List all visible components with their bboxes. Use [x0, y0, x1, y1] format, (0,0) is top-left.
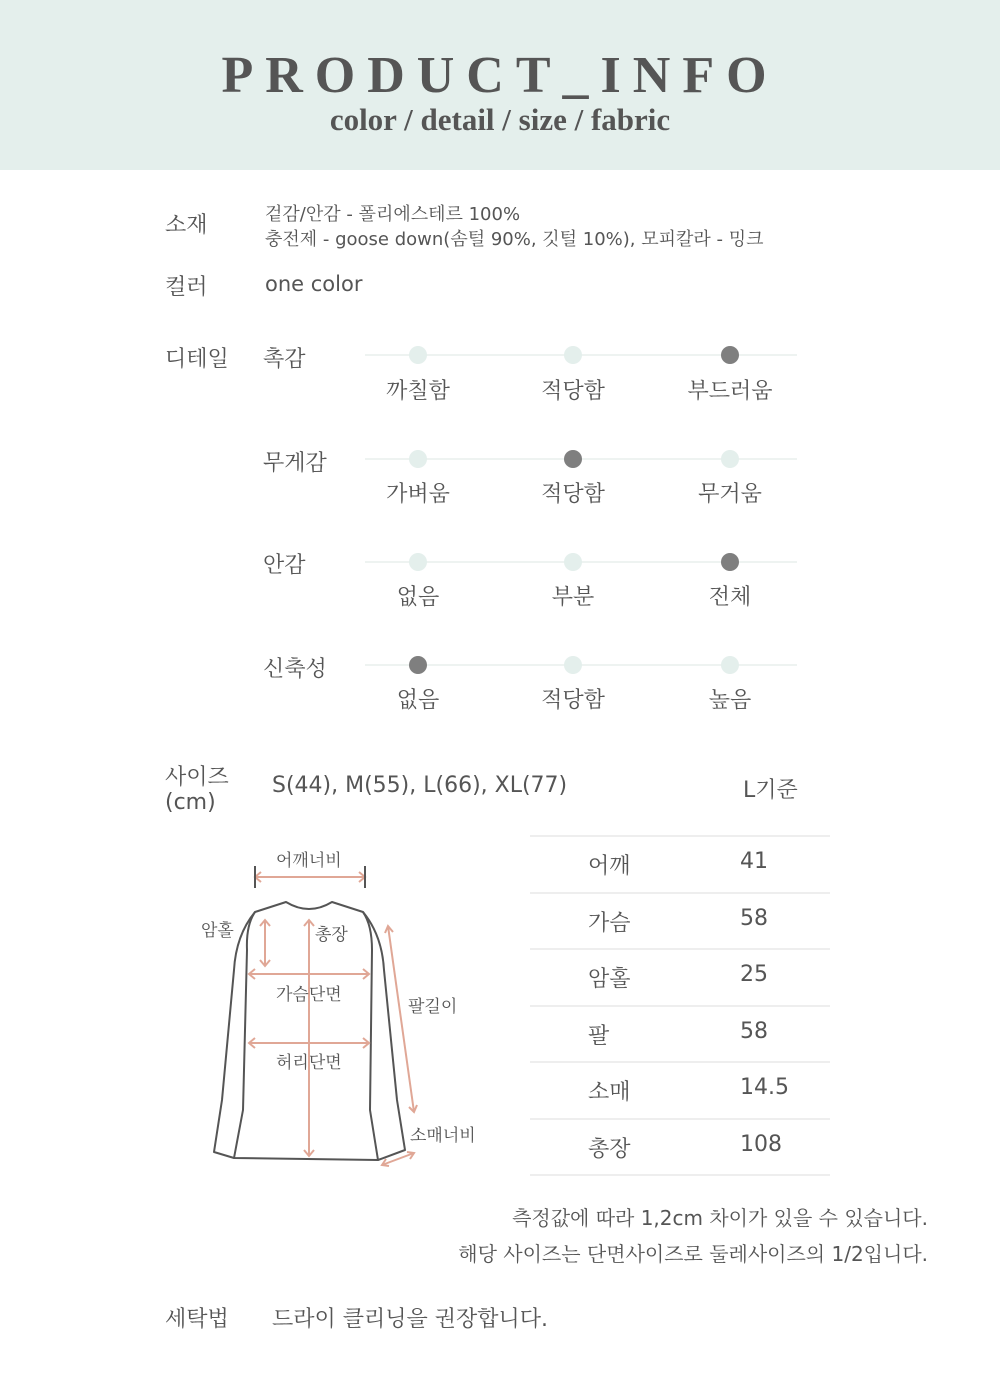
wash-label: 세탁법 [165, 1307, 229, 1332]
table-row [530, 892, 830, 949]
diagram-label-waist: 허리단면 [276, 1053, 342, 1073]
scale-option: 적당함 [541, 379, 605, 404]
diagram-label-cuff: 소매너비 [410, 1126, 476, 1146]
detail-row-title: 신축성 [263, 657, 327, 682]
table-row [530, 948, 830, 1005]
scale-option: 없음 [396, 688, 440, 713]
size-value: 14.5 [740, 1075, 789, 1100]
color-label: 컬러 [165, 275, 208, 300]
color-value: one color [265, 272, 363, 296]
size-name: 팔 [588, 1023, 610, 1049]
scale-option: 없음 [396, 585, 440, 610]
page-subtitle: color / detail / size / fabric [329, 102, 671, 137]
size-name: 암홀 [588, 967, 631, 992]
size-name: 총장 [588, 1136, 631, 1162]
size-name: 가슴 [588, 910, 631, 936]
size-list: S(44), M(55), L(66), XL(77) [272, 773, 568, 798]
size-value: 41 [740, 849, 768, 874]
size-value: 108 [740, 1131, 782, 1157]
size-value: 58 [740, 1018, 768, 1044]
detail-row-title: 무게감 [263, 451, 327, 476]
size-value: 58 [740, 905, 768, 931]
note-size-basis: 해당 사이즈는 단면사이즈로 둘레사이즈의 1/2입니다. [458, 1242, 928, 1266]
size-basis: L기준 [743, 778, 798, 803]
size-label: 사이즈 [165, 765, 229, 790]
size-unit-label: (cm) [165, 790, 216, 815]
detail-row-title: 안감 [263, 553, 306, 578]
diagram-label-chest: 가슴단면 [276, 985, 342, 1005]
size-name: 어깨 [588, 854, 631, 879]
table-row [530, 1005, 830, 1062]
detail-row-title: 촉감 [263, 347, 306, 372]
diagram-label-sleeve-length: 팔길이 [408, 997, 458, 1017]
scale-option: 적당함 [541, 688, 605, 713]
size-name: 소매 [588, 1080, 631, 1105]
scale-option: 적당함 [541, 482, 605, 507]
scale-option: 부분 [551, 585, 595, 610]
diagram-label-length: 총장 [315, 925, 348, 945]
table-row [530, 835, 830, 892]
scale-option: 부드러움 [687, 379, 773, 404]
table-row [530, 1061, 830, 1118]
size-table [530, 835, 830, 1176]
scale-option: 전체 [708, 585, 752, 610]
diagram-label-shoulder: 어깨너비 [276, 851, 342, 871]
material-line-2: 충전제 - goose down(솜털 90%, 깃털 10%), 모피칼라 - 밍크 [265, 229, 764, 250]
scale-option: 까칠함 [386, 379, 450, 404]
material-label: 소재 [165, 213, 208, 238]
scale-option: 무거움 [698, 482, 762, 507]
diagram-label-armhole: 암홀 [201, 921, 234, 941]
scale-option: 높음 [708, 688, 752, 713]
material-line-1: 겉감/안감 - 폴리에스테르 100% [265, 204, 521, 225]
table-row [530, 1118, 830, 1177]
page-title: PRODUCT_INFO [221, 47, 779, 104]
wash-value: 드라이 클리닝을 권장합니다. [272, 1307, 549, 1332]
scale-option: 가벼움 [386, 482, 450, 507]
detail-label: 디테일 [165, 347, 229, 372]
size-value: 25 [740, 962, 768, 987]
note-measurement: 측정값에 따라 1,2cm 차이가 있을 수 있습니다. [512, 1206, 928, 1230]
